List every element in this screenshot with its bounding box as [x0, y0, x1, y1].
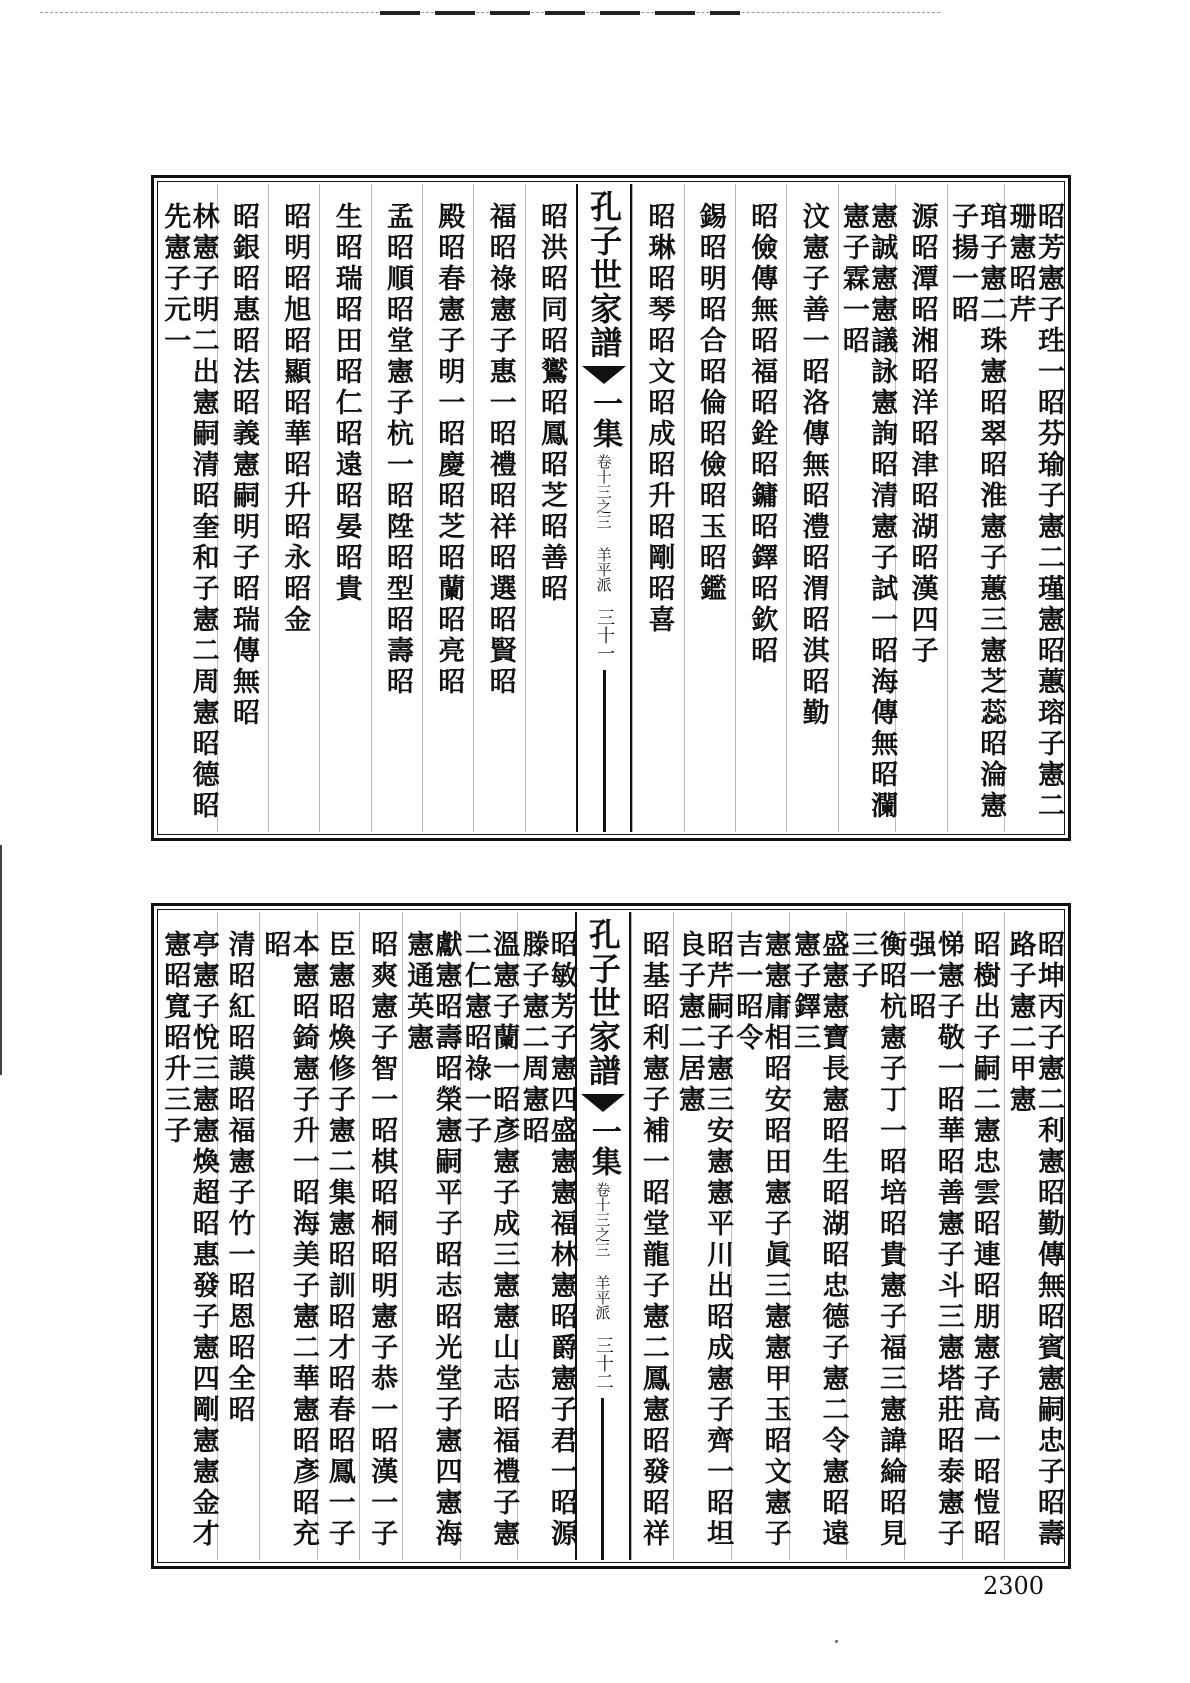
text-column: 盛憲憲寶長憲昭生昭湖昭忠德子憲二令憲昭遠憲子鐸三	[789, 912, 847, 1560]
top-scan-edge	[0, 8, 940, 18]
text-column: 昭芳憲子珄一昭芬瑜子憲二瑾憲昭蕙瑢子憲二珊憲昭芹	[1004, 184, 1062, 832]
center-stem-line	[601, 1398, 604, 1560]
text-column: 昭樹出子嗣二憲忠雲昭連昭朋憲子高一昭愷昭	[962, 912, 1004, 1560]
text-column: 孟昭順昭堂憲子杭一昭陞昭型昭壽昭	[371, 184, 422, 832]
book-title-column	[576, 184, 632, 832]
text-column: 昭坤丙子憲二利憲昭勤傳無昭賓憲嗣忠子昭壽路子憲二甲憲	[1004, 912, 1062, 1560]
text-column: 昭爽憲子智一昭棋昭桐昭明憲子恭一昭漢一子	[359, 912, 401, 1560]
text-column: 憲憲庸相昭安昭田憲子眞三憲憲甲玉昭文憲子吉一昭令	[731, 912, 789, 1560]
leaf-number: 三十一	[594, 608, 616, 662]
book-title: 孔子世家譜	[583, 918, 622, 1088]
text-column: 林憲子明二出憲嗣清昭奎和子憲二周憲昭德昭先憲子元一	[159, 202, 219, 822]
text-column: 源昭潭昭湘昭洋昭津昭湖昭漢四子	[895, 184, 946, 832]
text-column: 昭基昭利憲子補一昭堂龍子憲二鳳憲昭發昭祥	[631, 912, 673, 1560]
book-title: 孔子世家譜	[585, 190, 624, 360]
leaf-number: 三十二	[592, 1336, 614, 1390]
text-column: 殿昭春憲子明一昭慶昭芝昭蘭昭亮昭	[422, 184, 473, 832]
text-column: 昭儉傳無昭福昭銓昭鏞昭鐸昭欽昭	[735, 184, 786, 832]
branch-name: 一集	[587, 388, 623, 448]
text-column: 昭明昭旭昭顯昭華昭升昭永昭金	[268, 184, 319, 832]
text-column: 生昭瑞昭田昭仁昭遠昭晏昭貴	[319, 184, 370, 832]
text-column: 琯子憲二珠憲昭翠昭淮憲子蕙三憲芝蕊昭淪憲子揚一昭	[947, 184, 1005, 832]
text-column: 本憲昭錡憲子升一昭海美子憲二華憲昭彥昭充昭	[259, 912, 317, 1560]
text-column: 憲誠憲憲議詠憲詢昭清憲子試一昭海傳無昭瀾憲子霖一昭	[838, 184, 896, 832]
branch-name: 一集	[585, 1116, 621, 1176]
volume-label: 卷十三之三 羊平派	[593, 1182, 612, 1320]
text-column: 溫憲子蘭一昭彥憲子成三憲憲山志昭福禮子憲二仁憲昭祿一子	[460, 912, 518, 1560]
left-scan-edge	[0, 845, 2, 1075]
text-column: 昭銀昭惠昭法昭義憲嗣明子昭瑞傳無昭	[217, 184, 268, 832]
text-column: 昭芹嗣子憲三安憲憲平川出昭成憲子齊一昭坦良子憲二居憲	[673, 912, 731, 1560]
volume-label: 卷十三之三 羊平派	[594, 454, 613, 592]
text-column: 昭洪昭同昭鸑昭鳳昭芝昭善昭	[525, 184, 576, 832]
text-column: 亭憲子悅三憲憲煥超昭惠發子憲四剛憲憲金才憲昭寬昭升三子	[159, 930, 219, 1550]
fishtail-marker-icon	[581, 1094, 625, 1112]
text-column: 汶憲子善一昭洛傳無昭澧昭渭昭淇昭勤	[786, 184, 837, 832]
text-column: 清昭紅昭謨昭福憲子竹一昭恩昭全昭	[217, 912, 259, 1560]
text-column: 臣憲昭煥修子憲二集憲昭訓昭才昭春昭鳳一子	[317, 912, 359, 1560]
text-column: 昭敏芳子憲四盛憲憲福林憲昭爵憲子君一昭源滕子憲二周憲昭	[517, 912, 575, 1560]
scan-speck	[835, 1640, 838, 1643]
genealogy-panel-lower	[151, 903, 1071, 1569]
fishtail-marker-icon	[582, 366, 626, 384]
text-column: 福昭祿憲子惠一昭禮昭祥昭選昭賢昭	[473, 184, 524, 832]
text-column: 衡昭杭憲子丁一昭培昭貴憲子福三憲諱綸昭見三子	[846, 912, 904, 1560]
page-number: 2300	[983, 1572, 1045, 1600]
text-column: 錫昭明昭合昭倫昭儉昭玉昭鑑	[684, 184, 735, 832]
genealogy-panel-upper	[151, 175, 1071, 841]
text-column: 獻憲昭壽昭榮憲嗣平子昭志昭光堂子憲四憲海憲通英憲	[402, 912, 460, 1560]
center-stem-line	[603, 670, 606, 832]
text-column: 悌憲子敬一昭華昭善憲子斗三憲塔莊昭泰憲子强一昭	[904, 912, 962, 1560]
book-title-column	[575, 912, 631, 1560]
text-column: 昭琳昭琴昭文昭成昭升昭剛昭喜	[632, 184, 683, 832]
